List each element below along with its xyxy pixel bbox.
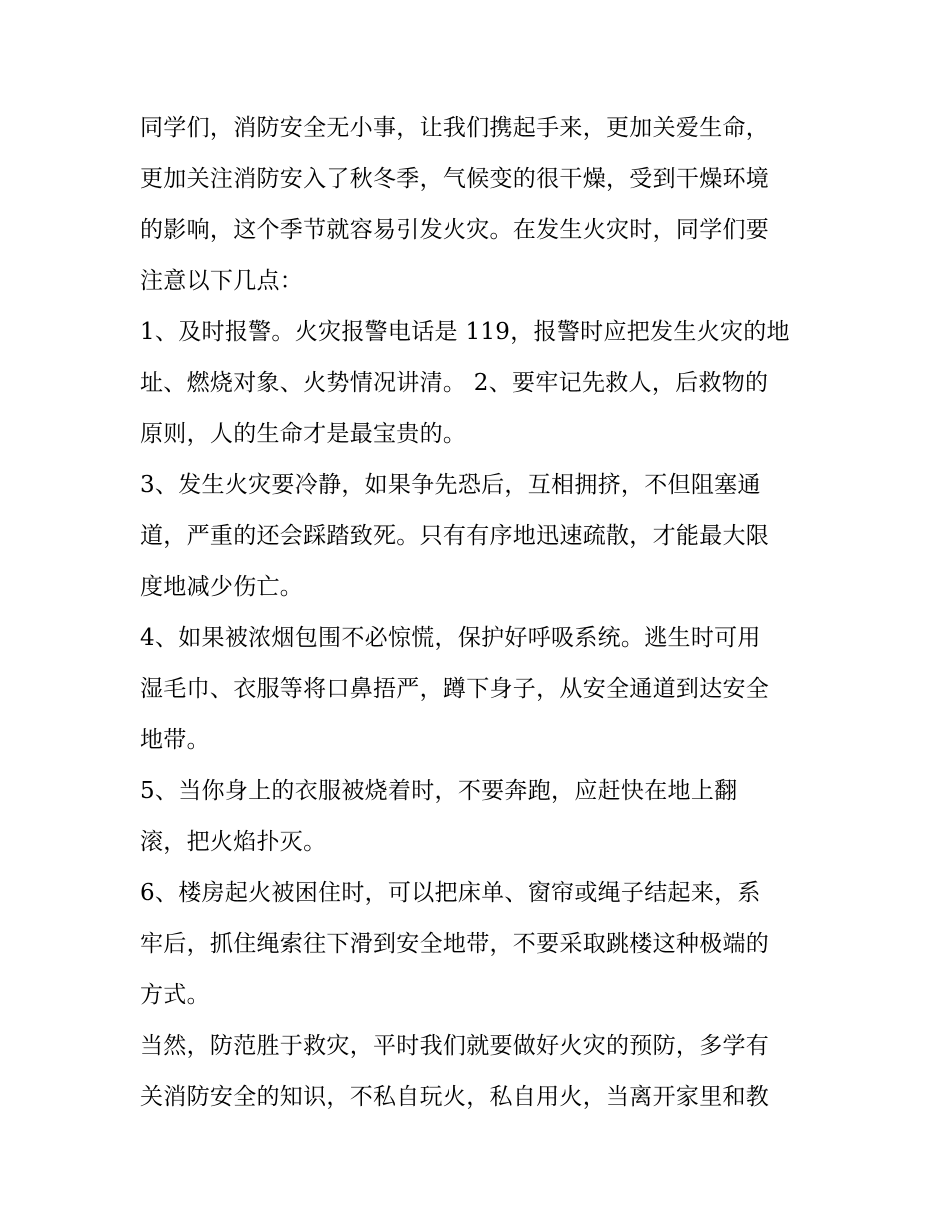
paragraph-item-5: 5、当你身上的衣服被烧着时，不要奔跑，应赶快在地上翻 滚，把火焰扑灭。: [140, 778, 738, 855]
paragraph-conclusion: 当然，防范胜于救灾，平时我们就要做好火灾的预防，多学有 关消防安全的知识，不私自玩火，私自用火，当离开家里和教: [140, 1033, 770, 1110]
paragraph-intro: 同学们，消防安全无小事，让我们携起手来，更加关爱生命， 更加关注消防安入了秋冬季，气候变的很干燥，受到干燥环境 的影响，这个季节就容易引发火灾。在发生火灾时，同学们要 注意以下几点：: [140, 115, 770, 294]
document-body: [140, 103, 815, 1123]
paragraph-item-4: 4、如果被浓烟包围不必惊慌，保护好呼吸系统。逃生时可用 湿毛巾、衣服等将口鼻捂严，蹲下身子，从安全通道到达安全 地带。: [140, 625, 770, 753]
paragraph-item-3: 3、发生火灾要冷静，如果争先恐后，互相拥挤，不但阻塞通 道，严重的还会踩踏致死。只有有序地迅速疏散，才能最大限 度地减少伤亡。: [140, 472, 770, 600]
paragraph-item-1: 1、及时报警。火灾报警电话是 119，报警时应把发生火灾的地 址、燃烧对象、火势情况讲清。 2、要牢记先救人，后救物的 原则，人的生命才是最宝贵的。: [140, 319, 790, 447]
paragraph-item-6: 6、楼房起火被困住时，可以把床单、窗帘或绳子结起来，系 牢后，抓住绳索往下滑到安全地带，不要采取跳楼这种极端的 方式。: [140, 880, 770, 1008]
